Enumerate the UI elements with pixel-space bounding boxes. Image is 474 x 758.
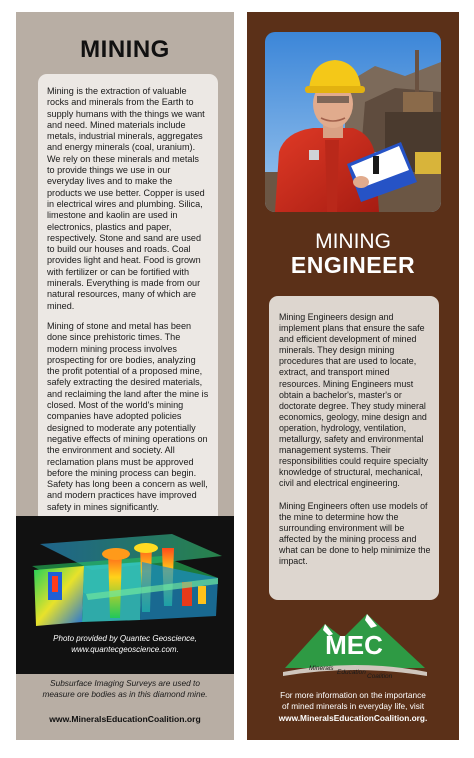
- mining-text-panel: [38, 74, 218, 574]
- mining-paragraph-1: Mining is the extraction of valuable rocks and minerals from the Earth to supply humans with the things we want and need. Mined materials include metals, industrial minerals, aggregates and energy minerals (coal, uranium). We rely on these minerals and metals to provide things we use in our everyday lives and to make the products we use better. Copper is used in electrical wires and plumbing. Silica, limestone and kaolin are used in electronics, plastics and paper, respectively. Stone and sand are used to build our houses and roads. Coal provides light and heat. Food is grown with fertilizer or can be fortified with minerals. Everything is made from our natural resources, many of which are mined.: [47, 86, 205, 311]
- mining-engineer-bookmark: [247, 12, 459, 740]
- website-link[interactable]: www.MineralsEducationCoalition.org: [49, 714, 201, 724]
- mining-paragraph-2: Mining of stone and metal has been done since prehistoric times. The modern mining process involves prospecting for ore bodies, analyzing the profit potential of a proposed mine, safely extracting the desired materials, and reclaiming the land after the mine is closed. Most of the world's mining companies have adopted policies designed to moderate any potentially negative effects of mining operations on the environment and society. All reclamation plans must be approved before the mining process can begin. Safety has long been a concern as well, and modern practices have improved safety in mines significantly.: [47, 320, 209, 512]
- bookmark-title: MINING: [80, 36, 170, 63]
- photo-credit: Photo provided by Quantec Geoscience, www.quantecgeoscience.com.: [53, 634, 197, 654]
- career-title-line1: MINING: [315, 230, 391, 253]
- engineer-photo: [265, 32, 441, 212]
- logo-word-3: Coalition: [367, 673, 393, 680]
- engineer-paragraph-2: Mining Engineers often use models of the mine to determine how the surrounding environment will be affected by the mining process and what can be done to help minimize the impact.: [279, 500, 431, 566]
- logo-acronym: MEC: [325, 630, 383, 660]
- more-info-text: For more information on the importance of mined minerals in everyday life, visit: [280, 690, 426, 711]
- geoscience-3d-visualization: [22, 526, 228, 630]
- logo-word-1: Minerals: [309, 665, 334, 672]
- geoscience-image-panel: [16, 516, 234, 674]
- engineer-text-panel: [269, 296, 439, 600]
- mining-bookmark: [16, 12, 234, 740]
- engineer-paragraph-1: Mining Engineers design and implement plans that ensure the safe and efficient development of mined minerals. They design mining procedures that are used to locate, extract, and transport mined resources. Mining Engineers must obtain a bachelor's, master's or doctorate degree. They study mineral economics, geology, mine design and operation, hydrology, ventilation, metallurgy, safety and environmental management systems. Their responsibilities could require specialty knowledge of structural, mechanical, civil and electrical engineering.: [279, 312, 428, 489]
- mec-mountain-logo: [279, 606, 429, 684]
- website-link[interactable]: www.MineralsEducationCoalition.org.: [278, 713, 428, 723]
- career-title-line2: ENGINEER: [290, 252, 416, 278]
- logo-word-2: Education: [337, 669, 366, 676]
- image-caption: Subsurface Imaging Surveys are used to measure ore bodies as in this diamond mine.: [42, 678, 208, 699]
